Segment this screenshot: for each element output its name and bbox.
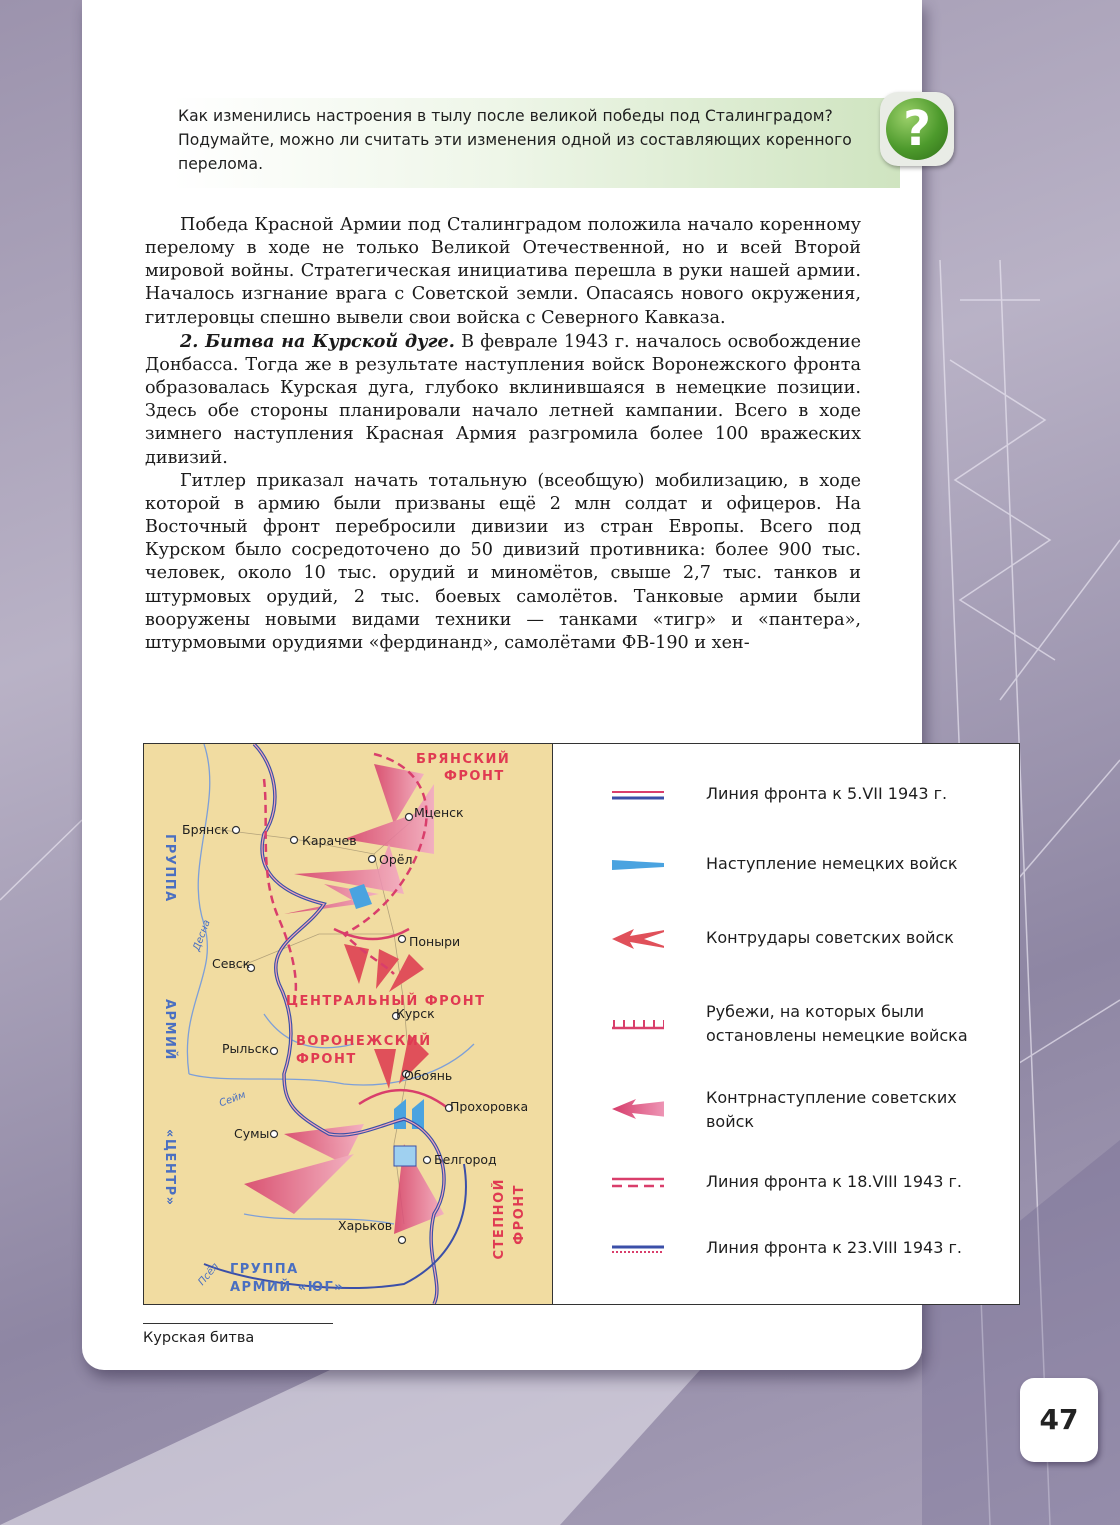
german-offensive-symbol: [584, 850, 664, 880]
legend-text-german-offensive: Наступление немецких войск: [706, 854, 958, 873]
front-line-aug23-symbol: [584, 1234, 664, 1264]
central-front-label: ЦЕНТРАЛЬНЫЙ ФРОНТ: [286, 994, 486, 1009]
river-desna: Десна: [191, 918, 213, 953]
page-number: 47: [1020, 1378, 1098, 1462]
city-bryansk: Брянск: [182, 822, 229, 837]
halt-lines-symbol: [584, 1008, 664, 1038]
legend-text-halt-lines: Рубежи, на которых были остановлены немецкие войска: [706, 1002, 968, 1045]
city-karachev: Карачев: [302, 833, 357, 848]
question-box: [172, 98, 900, 188]
city-orel: Орёл: [379, 852, 413, 867]
legend-item-soviet-counterstrike: [564, 924, 1004, 954]
caption-rule: [143, 1323, 333, 1324]
voronezh-front-label-1: ВОРОНЕЖСКИЙ: [296, 1034, 432, 1049]
legend-text-front-line-aug18: Линия фронта к 18.VIII 1943 г.: [706, 1172, 962, 1191]
voronezh-front-label-2: ФРОНТ: [296, 1052, 357, 1067]
section-heading: 2. Битва на Курской дуге.: [180, 330, 455, 352]
city-prokhorovka: Прохоровка: [450, 1099, 529, 1114]
front-line-july-symbol: [584, 780, 664, 810]
bryansk-front-label-1: БРЯНСКИЙ: [416, 752, 511, 767]
city-mtsensk: Мценск: [414, 805, 464, 820]
body-text: [145, 214, 861, 655]
kursk-figure: [143, 743, 1020, 1305]
soviet-counterstrike-symbol: [584, 924, 664, 954]
legend-text-front-line-aug23: Линия фронта к 23.VIII 1943 г.: [706, 1238, 962, 1257]
river-seim: Сейм: [217, 1089, 248, 1110]
soviet-counteroffensive-symbol: [584, 1094, 664, 1124]
question-icon: [880, 92, 954, 166]
legend-text-front-line-july: Линия фронта к 5.VII 1943 г.: [706, 784, 948, 803]
legend-item-halt-lines: [564, 1000, 1004, 1048]
paragraph-2: [145, 330, 861, 470]
paragraph-2-text: В феврале 1943 г. началось освобождение Донбасса. Тогда же в результате наступления войск Воронежского фронта образовалась Курская дуга, глубоко вклинившаяся в немецкие позиции. Здесь обе стороны планировали начало летней кампании. Всего в ходе зимнего наступления Красная Армия разгромила более 100 вражеских дивизий.: [145, 331, 861, 468]
paragraph-1: Победа Красной Армии под Сталинградом положила начало коренному перелому в ходе не только Великой Отечественной, но и всей Второй мировой войны. Стратегическая инициатива перешла в руки нашей армии. Началось изгнание врага с Советской земли. Опасаясь нового окружения, гитлеровцы спешно вывели свои войска с Северного Кавказа.: [145, 215, 861, 328]
figure-caption: Курская битва: [143, 1330, 255, 1346]
legend-item-front-line-aug23: [564, 1234, 1004, 1264]
paragraph-3: Гитлер приказал начать тотальную (всеобщую) мобилизацию, в ходе которой в армию были призваны ещё 2 млн солдат и офицеров. На Восточный фронт перебросили дивизии из стран Европы. Всего под Курском было сосредоточено до 50 дивизий противника: более 900 тыс. человек, около 10 тыс. орудий и миномётов, свыше 2,7 тыс. танков и штурмовых орудий, 2 тыс. боевых самолётов. Танковые армии были вооружены новыми видами техники — танками «тигр» и «пантера», штурмовыми орудиями «фердинанд», самолётами ФВ-190 и хен-: [145, 470, 861, 653]
kursk-map: [144, 744, 553, 1304]
steppe-front-label-2: ФРОНТ: [512, 1184, 527, 1245]
bryansk-front-label-2: ФРОНТ: [444, 769, 505, 784]
city-oboyan: Обоянь: [404, 1068, 453, 1083]
city-sevsk: Севск: [212, 956, 251, 971]
legend-text-soviet-counteroffensive: Контрнаступление советских войск: [706, 1088, 957, 1131]
legend-item-german-offensive: [564, 850, 1004, 880]
legend-item-front-line-aug18: [564, 1168, 1004, 1198]
question-icon-glyph: ?: [886, 98, 948, 160]
city-ponyri: Поныри: [409, 934, 461, 949]
city-belgorod: Белгород: [434, 1152, 497, 1167]
river-psel: Псёл: [196, 1261, 222, 1288]
legend-text-soviet-counterstrike: Контрудары советских войск: [706, 928, 954, 947]
group-south-label-1: ГРУППА: [230, 1262, 299, 1277]
steppe-front-label-1: СТЕПНОЙ: [492, 1178, 507, 1260]
question-text: Как изменились настроения в тылу после великой победы под Сталинградом? Подумайте, можно ли считать эти изменения одной из составляющих коренного перелома.: [178, 107, 852, 173]
legend-item-soviet-counteroffensive: [564, 1086, 1004, 1134]
group-south-label-2: АРМИЙ «ЮГ»: [230, 1280, 345, 1295]
city-sumy: Сумы: [234, 1126, 270, 1141]
city-kursk: Курск: [396, 1006, 435, 1021]
city-rylsk: Рыльск: [222, 1041, 270, 1056]
group-center-label-3: «ЦЕНТР»: [162, 1129, 177, 1207]
front-line-aug18-symbol: [584, 1168, 664, 1198]
city-kharkov: Харьков: [338, 1218, 393, 1233]
group-center-label-2: АРМИЙ: [162, 999, 177, 1061]
legend-item-front-line-july: [564, 780, 1004, 810]
group-center-label-1: ГРУППА: [162, 834, 177, 903]
